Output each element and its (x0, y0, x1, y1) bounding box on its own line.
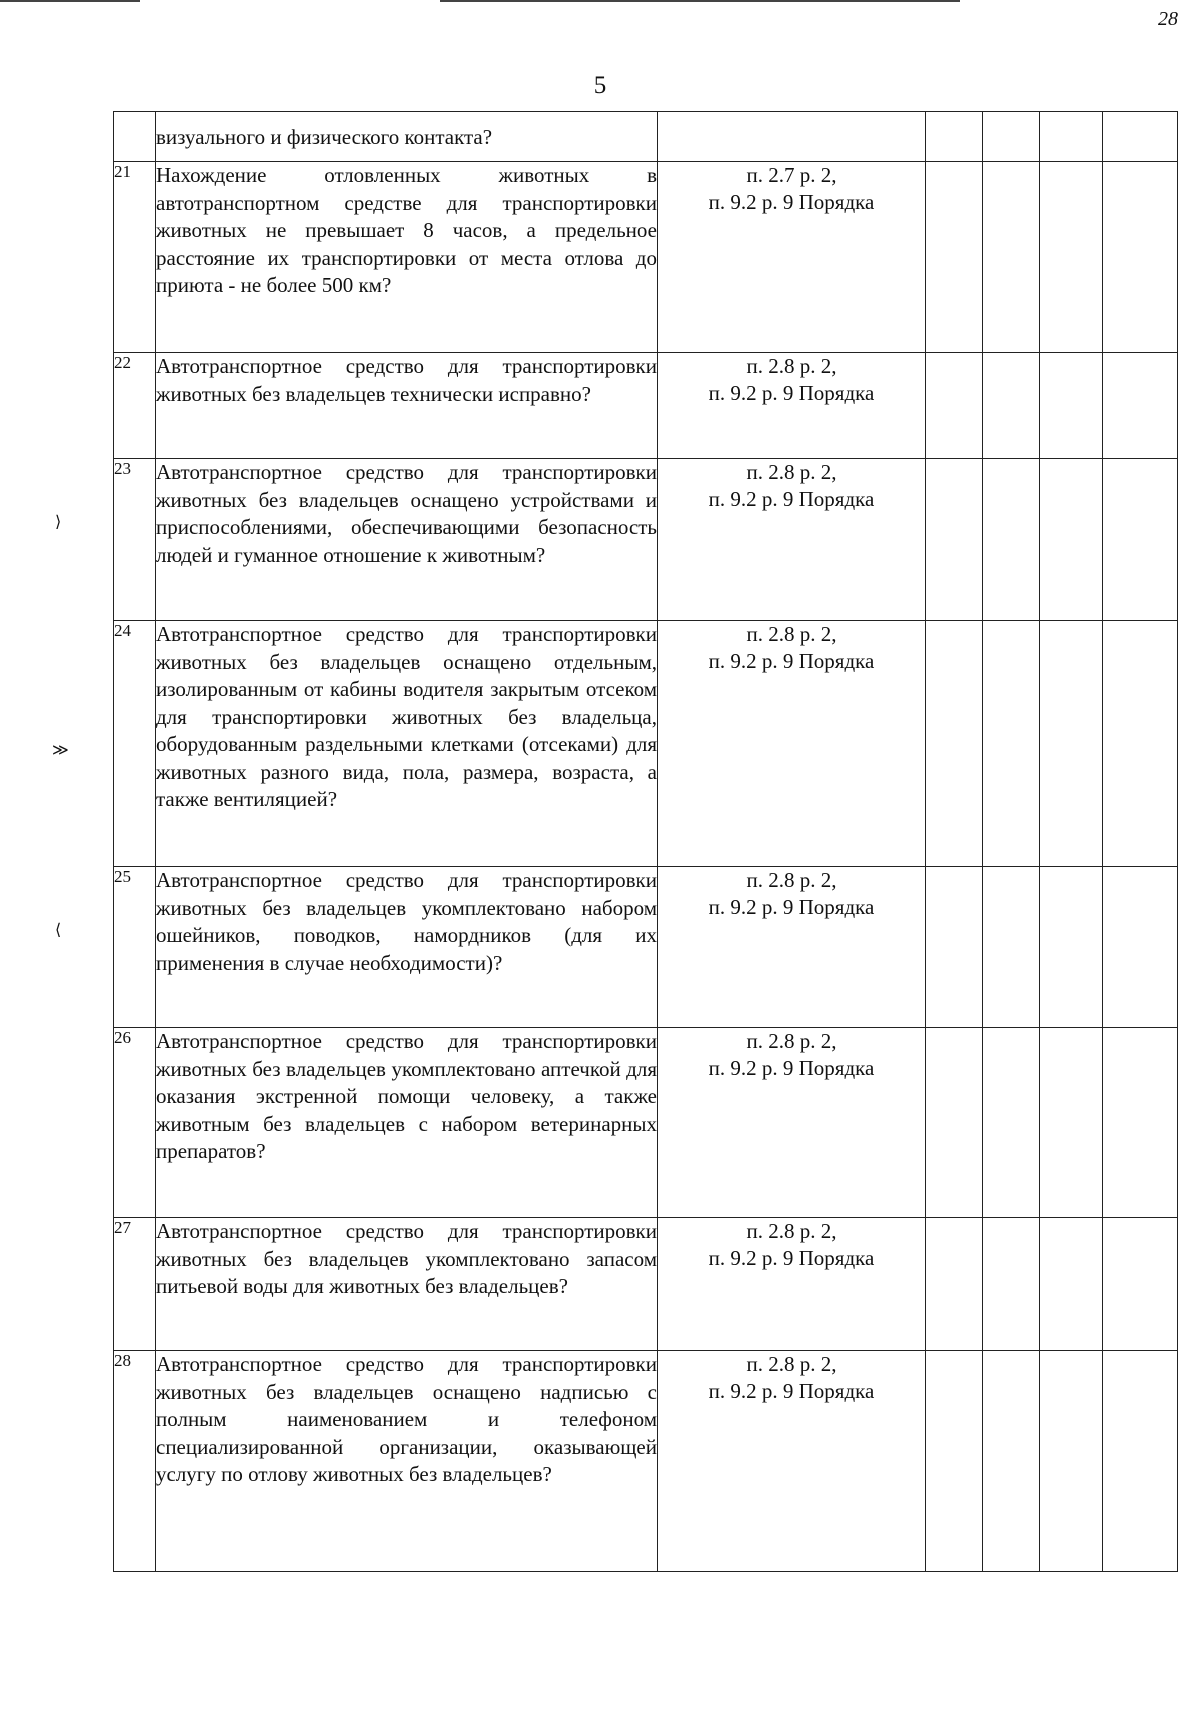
reference-line-2: п. 9.2 р. 9 Порядка (708, 381, 875, 405)
reference-line-2: п. 9.2 р. 9 Порядка (708, 487, 875, 511)
reference-cell (658, 1218, 926, 1351)
note-cell (1103, 162, 1178, 353)
answer-na-cell (1040, 459, 1103, 621)
answer-no-cell (983, 459, 1040, 621)
answer-na-cell (1040, 112, 1103, 162)
answer-yes-cell (926, 459, 983, 621)
table-row (114, 1028, 1178, 1218)
question-cell: Автотранспортное средство для транспортировки животных без владельцев оснащено отдельным, изолированным от кабины водителя закрытым отсеком для транспортировки животных без владельца, оборудованным раздельными клетками (отсеками) для животных разного вида, пола, размера, возраста, а также вентиляцией? (156, 621, 658, 867)
reference-cell (658, 867, 926, 1028)
table-row (114, 353, 1178, 459)
answer-no-cell (983, 353, 1040, 459)
table-row (114, 621, 1178, 867)
answer-yes-cell (926, 1218, 983, 1351)
answer-na-cell (1040, 621, 1103, 867)
checklist-table (113, 111, 1177, 1571)
table-row (114, 459, 1178, 621)
row-number: 28 (114, 1351, 156, 1572)
reference-cell (658, 621, 926, 867)
reference-line-1: п. 2.8 р. 2, (746, 354, 837, 378)
reference-line-1: п. 2.7 р. 2, (746, 163, 837, 187)
page-number: 5 (593, 72, 607, 99)
table-row (114, 1218, 1178, 1351)
answer-no-cell (983, 162, 1040, 353)
table-row (114, 112, 1178, 162)
question-cell: Автотранспортное средство для транспортировки животных без владельцев технически исправно? (156, 353, 658, 459)
question-cell: Автотранспортное средство для транспортировки животных без владельцев укомплектовано запасом питьевой воды для животных без владельцев? (156, 1218, 658, 1351)
note-cell (1103, 1351, 1178, 1572)
row-number (114, 112, 156, 162)
answer-yes-cell (926, 112, 983, 162)
reference-cell (658, 459, 926, 621)
reference-line-2: п. 9.2 р. 9 Порядка (708, 649, 875, 673)
reference-cell (658, 1351, 926, 1572)
answer-yes-cell (926, 1351, 983, 1572)
reference-line-1: п. 2.8 р. 2, (746, 622, 837, 646)
reference-line-2: п. 9.2 р. 9 Порядка (708, 1379, 875, 1403)
reference-line-1: п. 2.8 р. 2, (746, 460, 837, 484)
answer-no-cell (983, 867, 1040, 1028)
answer-yes-cell (926, 162, 983, 353)
table-row (114, 1351, 1178, 1572)
answer-na-cell (1040, 1028, 1103, 1218)
reference-line-1: п. 2.8 р. 2, (746, 1029, 837, 1053)
answer-no-cell (983, 1218, 1040, 1351)
reference-line-1: п. 2.8 р. 2, (746, 1352, 837, 1376)
margin-tick-mark: ⟩ (55, 514, 62, 531)
handwritten-page-mark: 28 (1158, 8, 1178, 30)
scan-top-edge-left (0, 0, 140, 2)
answer-na-cell (1040, 353, 1103, 459)
reference-line-2: п. 9.2 р. 9 Порядка (708, 190, 875, 214)
margin-tick-mark: ≫ (52, 742, 69, 759)
reference-line-2: п. 9.2 р. 9 Порядка (708, 1056, 875, 1080)
reference-cell (658, 162, 926, 353)
note-cell (1103, 353, 1178, 459)
answer-yes-cell (926, 867, 983, 1028)
row-number: 27 (114, 1218, 156, 1351)
table-row (114, 162, 1178, 353)
answer-yes-cell (926, 1028, 983, 1218)
answer-no-cell (983, 621, 1040, 867)
row-number: 21 (114, 162, 156, 353)
reference-cell (658, 353, 926, 459)
answer-no-cell (983, 112, 1040, 162)
scan-top-edge-right (440, 0, 960, 2)
answer-yes-cell (926, 621, 983, 867)
answer-na-cell (1040, 162, 1103, 353)
answer-na-cell (1040, 1218, 1103, 1351)
row-number: 23 (114, 459, 156, 621)
reference-line-2: п. 9.2 р. 9 Порядка (708, 1246, 875, 1270)
question-cell: визуального и физического контакта? (156, 112, 658, 162)
reference-line-1: п. 2.8 р. 2, (746, 868, 837, 892)
row-number: 25 (114, 867, 156, 1028)
reference-cell (658, 112, 926, 162)
row-number: 26 (114, 1028, 156, 1218)
question-cell: Нахождение отловленных животных в автотранспортном средстве для транспортировки животных не превышает 8 часов, а предельное расстояние их транспортировки от места отлова до приюта - не более 500 км? (156, 162, 658, 353)
note-cell (1103, 1028, 1178, 1218)
reference-line-1: п. 2.8 р. 2, (746, 1219, 837, 1243)
note-cell (1103, 1218, 1178, 1351)
answer-no-cell (983, 1351, 1040, 1572)
question-cell: Автотранспортное средство для транспортировки животных без владельцев укомплектовано набором ошейников, поводков, намордников (для их применения в случае необходимости)? (156, 867, 658, 1028)
answer-no-cell (983, 1028, 1040, 1218)
row-number: 24 (114, 621, 156, 867)
reference-cell (658, 1028, 926, 1218)
table-row (114, 867, 1178, 1028)
note-cell (1103, 459, 1178, 621)
row-number: 22 (114, 353, 156, 459)
margin-tick-mark: ⟨ (55, 922, 62, 939)
question-cell: Автотранспортное средство для транспортировки животных без владельцев укомплектовано аптечкой для оказания экстренной помощи человеку, а также животным без владельцев с набором ветеринарных препаратов? (156, 1028, 658, 1218)
question-cell: Автотранспортное средство для транспортировки животных без владельцев оснащено устройствами и приспособлениями, обеспечивающими безопасность людей и гуманное отношение к животным? (156, 459, 658, 621)
note-cell (1103, 867, 1178, 1028)
note-cell (1103, 112, 1178, 162)
reference-line-2: п. 9.2 р. 9 Порядка (708, 895, 875, 919)
answer-yes-cell (926, 353, 983, 459)
answer-na-cell (1040, 867, 1103, 1028)
question-cell: Автотранспортное средство для транспортировки животных без владельцев оснащено надписью с полным наименованием и телефоном специализированной организации, оказывающей услугу по отлову животных без владельцев? (156, 1351, 658, 1572)
note-cell (1103, 621, 1178, 867)
answer-na-cell (1040, 1351, 1103, 1572)
